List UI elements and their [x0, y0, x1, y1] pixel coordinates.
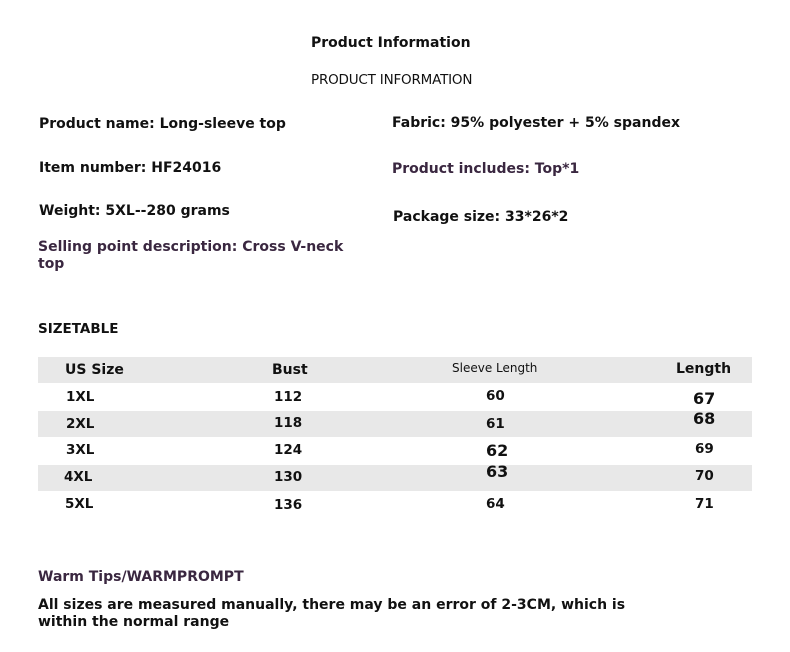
selling-point-line1: Selling point description: Cross V-neck	[38, 239, 344, 255]
header-length: Length	[676, 361, 732, 377]
cell-size: 3XL	[66, 442, 95, 458]
product-includes: Product includes: Top*1	[392, 161, 580, 177]
weight: Weight: 5XL--280 grams	[39, 203, 230, 219]
cell-sleeve: 63	[486, 462, 509, 481]
cell-bust: 118	[274, 415, 303, 431]
selling-point-line2: top	[38, 256, 65, 272]
cell-size: 2XL	[66, 416, 95, 432]
table-row	[38, 437, 752, 465]
item-number: Item number: HF24016	[39, 160, 222, 176]
page-subtitle: PRODUCT INFORMATION	[311, 72, 473, 88]
header-sleeve-length: Sleeve Length	[452, 361, 538, 375]
page-title: Product Information	[311, 35, 471, 51]
cell-length: 67	[693, 389, 716, 408]
table-row	[38, 491, 752, 519]
fabric: Fabric: 95% polyester + 5% spandex	[392, 115, 680, 131]
cell-bust: 124	[274, 442, 303, 458]
header-bust: Bust	[272, 362, 308, 378]
table-row	[38, 411, 752, 437]
package-size: Package size: 33*26*2	[393, 209, 569, 225]
cell-sleeve: 62	[486, 441, 509, 460]
cell-sleeve: 64	[486, 496, 505, 512]
size-table-title: SIZETABLE	[38, 321, 119, 337]
cell-sleeve: 60	[486, 388, 505, 404]
header-us-size: US Size	[65, 362, 124, 378]
table-row	[38, 383, 752, 411]
cell-size: 1XL	[66, 389, 95, 405]
cell-sleeve: 61	[486, 416, 505, 432]
cell-bust: 112	[274, 389, 303, 405]
cell-length: 68	[693, 409, 716, 428]
cell-length: 69	[695, 441, 714, 457]
table-header-row	[38, 357, 752, 383]
cell-size: 4XL	[64, 469, 93, 485]
product-name: Product name: Long-sleeve top	[39, 116, 286, 132]
cell-bust: 136	[274, 497, 303, 513]
table-row	[38, 462, 752, 491]
warm-tips-body: All sizes are measured manually, there may be an error of 2-3CM, which is within the normal range	[38, 597, 626, 630]
cell-size: 5XL	[65, 496, 94, 512]
cell-bust: 130	[274, 469, 303, 485]
cell-length: 71	[695, 496, 714, 512]
cell-length: 70	[695, 468, 714, 484]
warm-tips-title: Warm Tips/WARMPROMPT	[38, 569, 244, 585]
